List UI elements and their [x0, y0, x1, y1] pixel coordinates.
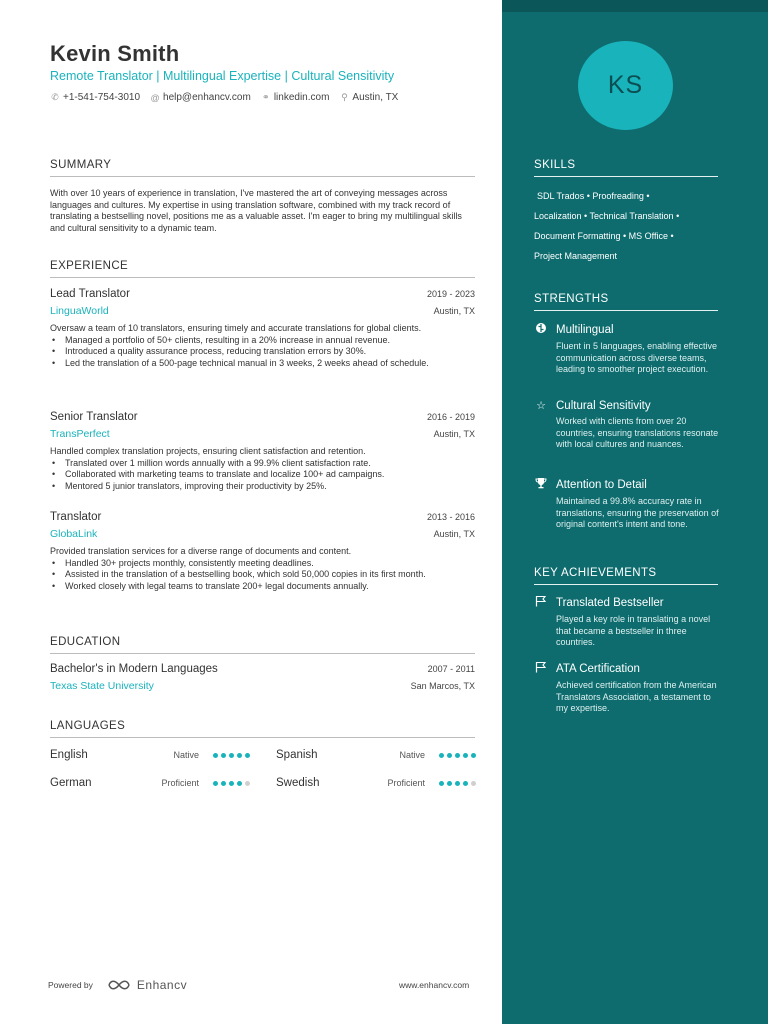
job-company: LinguaWorld	[50, 305, 109, 317]
achievement-text: Achieved certification from the American Translators Association, a testament to my expertise.	[556, 680, 717, 713]
job-location: Austin, TX	[433, 529, 475, 539]
education-dates: 2007 - 2011	[427, 664, 475, 674]
job-description: Handled complex translation projects, ensuring client satisfaction and retention.	[50, 446, 366, 456]
rating-dot	[447, 781, 452, 786]
job-bullet: • Worked closely with legal teams to translate 200+ legal documents annually.	[50, 581, 475, 593]
link-icon: ⚭	[262, 92, 270, 102]
footer-website[interactable]: www.enhancv.com	[399, 980, 470, 990]
job-description: Oversaw a team of 10 translators, ensuring timely and accurate translations for global clients.	[50, 323, 422, 333]
star-icon: ☆	[536, 400, 546, 412]
strength-text: Maintained a 99.8% accuracy rate in translations, ensuring the preservation of original content's intent and tone.	[556, 496, 719, 529]
job-bullet: • Assisted in the translation of a bestselling book, which sold 50,000 copies in its first month.	[50, 569, 475, 581]
job-bullet: • Mentored 5 junior translators, improving their productivity by 25%.	[50, 481, 475, 493]
job-title: Lead Translator	[50, 288, 130, 300]
job-bullets	[50, 558, 475, 593]
language-rating	[439, 781, 476, 786]
trophy-icon	[534, 477, 548, 492]
language-level: Native	[399, 750, 425, 760]
flag-icon	[534, 595, 548, 610]
rating-dot	[439, 781, 444, 786]
skills-line: Project Management	[534, 251, 618, 261]
summary-title: SUMMARY	[50, 159, 475, 177]
rating-dot	[213, 753, 218, 758]
language-rating	[439, 753, 476, 758]
phone-icon: ✆	[51, 92, 59, 102]
contact-location	[339, 92, 398, 103]
job-bullet: • Handled 30+ projects monthly, consistently meeting deadlines.	[50, 558, 475, 570]
at-icon: @	[150, 92, 160, 103]
job-bullets	[50, 335, 475, 370]
location-icon: ⚲	[341, 92, 348, 102]
education-school: Texas State University	[50, 680, 154, 692]
language-item	[276, 777, 476, 789]
job-dates: 2013 - 2016	[426, 512, 475, 522]
strength-text: Fluent in 5 languages, enabling effective communication across diverse teams, leading to smoother project execution.	[556, 341, 717, 374]
powered-by-label: Powered by	[48, 980, 93, 990]
language-item	[50, 777, 250, 789]
rating-dot	[213, 781, 218, 786]
job-bullet: • Managed a portfolio of 50+ clients, resulting in a 20% increase in annual revenue.	[50, 335, 475, 347]
candidate-headline: Remote Translator | Multilingual Expertise | Cultural Sensitivity	[50, 69, 395, 83]
rating-dot	[229, 753, 234, 758]
rating-dot	[447, 753, 452, 758]
language-name: German	[50, 777, 92, 789]
skills-line: Localization • Technical Translation •	[534, 211, 680, 221]
job-location: Austin, TX	[433, 429, 475, 439]
skills-list	[534, 186, 724, 266]
achievement-text: Played a key role in translating a novel that became a bestseller in three countries.	[556, 614, 711, 647]
job-bullet: • Introduced a quality assurance process, reducing translation errors by 30%.	[50, 346, 475, 358]
job-dates: 2019 - 2023	[426, 289, 475, 299]
language-name: Swedish	[276, 777, 320, 789]
rating-dot	[229, 781, 234, 786]
language-rating	[213, 753, 250, 758]
candidate-name: Kevin Smith	[50, 41, 180, 66]
flag-icon	[534, 661, 548, 676]
contact-linkedin[interactable]	[261, 92, 330, 103]
strengths-title: STRENGTHS	[534, 293, 718, 311]
strength-item	[534, 399, 724, 451]
rating-dot	[245, 753, 250, 758]
rating-dot	[471, 753, 476, 758]
job-bullet: • Collaborated with marketing teams to translate and localize 100+ ad campaigns.	[50, 469, 475, 481]
achievement-title: Translated Bestseller	[556, 596, 664, 609]
contact-phone-text: +1-541-754-3010	[63, 92, 141, 103]
strength-title: Multilingual	[556, 323, 614, 336]
job-bullets	[50, 458, 475, 493]
rating-dot	[245, 781, 250, 786]
rating-dot	[237, 781, 242, 786]
strength-text: Worked with clients from over 20 countries, ensuring translations resonate with local cultures and nuances.	[556, 416, 719, 449]
achievement-title: ATA Certification	[556, 662, 640, 675]
footer-powered-by	[48, 978, 187, 992]
languages-title: LANGUAGES	[50, 720, 475, 738]
language-level: Proficient	[387, 778, 425, 788]
contact-email-text: help@enhancv.com	[163, 92, 251, 103]
language-item	[276, 749, 476, 761]
education-degree: Bachelor's in Modern Languages	[50, 663, 218, 675]
brain-icon	[534, 322, 548, 337]
sidebar-top-bar	[502, 0, 768, 12]
job-company: TransPerfect	[50, 428, 110, 440]
job-bullet: • Led the translation of a 500-page technical manual in 3 weeks, 2 weeks ahead of schedule.	[50, 358, 475, 370]
contact-linkedin-text: linkedin.com	[273, 92, 330, 103]
sidebar	[502, 0, 768, 1024]
language-rating	[213, 781, 250, 786]
language-level: Native	[173, 750, 199, 760]
job-dates: 2016 - 2019	[426, 412, 475, 422]
job-company: GlobaLink	[50, 528, 98, 540]
contact-phone[interactable]	[50, 92, 140, 103]
achievement-item	[534, 661, 724, 715]
job-description: Provided translation services for a diverse range of documents and content.	[50, 546, 352, 556]
skills-line: SDL Trados • Proofreading •	[537, 191, 650, 201]
rating-dot	[455, 753, 460, 758]
job-bullet: • Translated over 1 million words annually with a 99.9% client satisfaction rate.	[50, 458, 475, 470]
avatar: KS	[578, 41, 673, 130]
job-title: Translator	[50, 511, 102, 523]
language-level: Proficient	[161, 778, 199, 788]
strength-item	[534, 322, 724, 376]
enhancv-logo[interactable]	[107, 978, 187, 992]
rating-dot	[221, 753, 226, 758]
skills-line: Document Formatting • MS Office •	[534, 231, 674, 241]
skills-title: SKILLS	[534, 159, 718, 177]
strength-title: Attention to Detail	[556, 478, 647, 491]
strength-title: Cultural Sensitivity	[556, 399, 651, 412]
job-entry	[50, 511, 475, 592]
rating-dot	[237, 753, 242, 758]
education-location: San Marcos, TX	[410, 681, 475, 691]
rating-dot	[221, 781, 226, 786]
strength-item	[534, 477, 724, 531]
job-entry	[50, 288, 475, 369]
job-title: Senior Translator	[50, 411, 138, 423]
summary-text: With over 10 years of experience in translation, I've mastered the art of conveying messages across languages and cultures. My expertise in using translation software, combined with my track record of translating a bestselling novel, positions me as a valuable asset. I'm eager to bring my multilingual skills and cultural sensitivity to a dynamic team.	[50, 188, 462, 233]
job-entry	[50, 411, 475, 492]
education-title: EDUCATION	[50, 636, 475, 654]
rating-dot	[439, 753, 444, 758]
language-name: Spanish	[276, 749, 318, 761]
contact-email[interactable]	[150, 92, 251, 103]
rating-dot	[463, 753, 468, 758]
achievements-title: KEY ACHIEVEMENTS	[534, 567, 718, 585]
achievement-item	[534, 595, 724, 649]
language-item	[50, 749, 250, 761]
contact-bar	[50, 92, 398, 103]
enhancv-logo-icon	[107, 979, 131, 991]
language-name: English	[50, 749, 88, 761]
brand-name: Enhancv	[136, 978, 188, 992]
rating-dot	[463, 781, 468, 786]
rating-dot	[471, 781, 476, 786]
education-entry	[50, 663, 475, 692]
contact-location-text: Austin, TX	[352, 92, 399, 103]
experience-title: EXPERIENCE	[50, 260, 475, 278]
job-location: Austin, TX	[433, 306, 475, 316]
rating-dot	[455, 781, 460, 786]
